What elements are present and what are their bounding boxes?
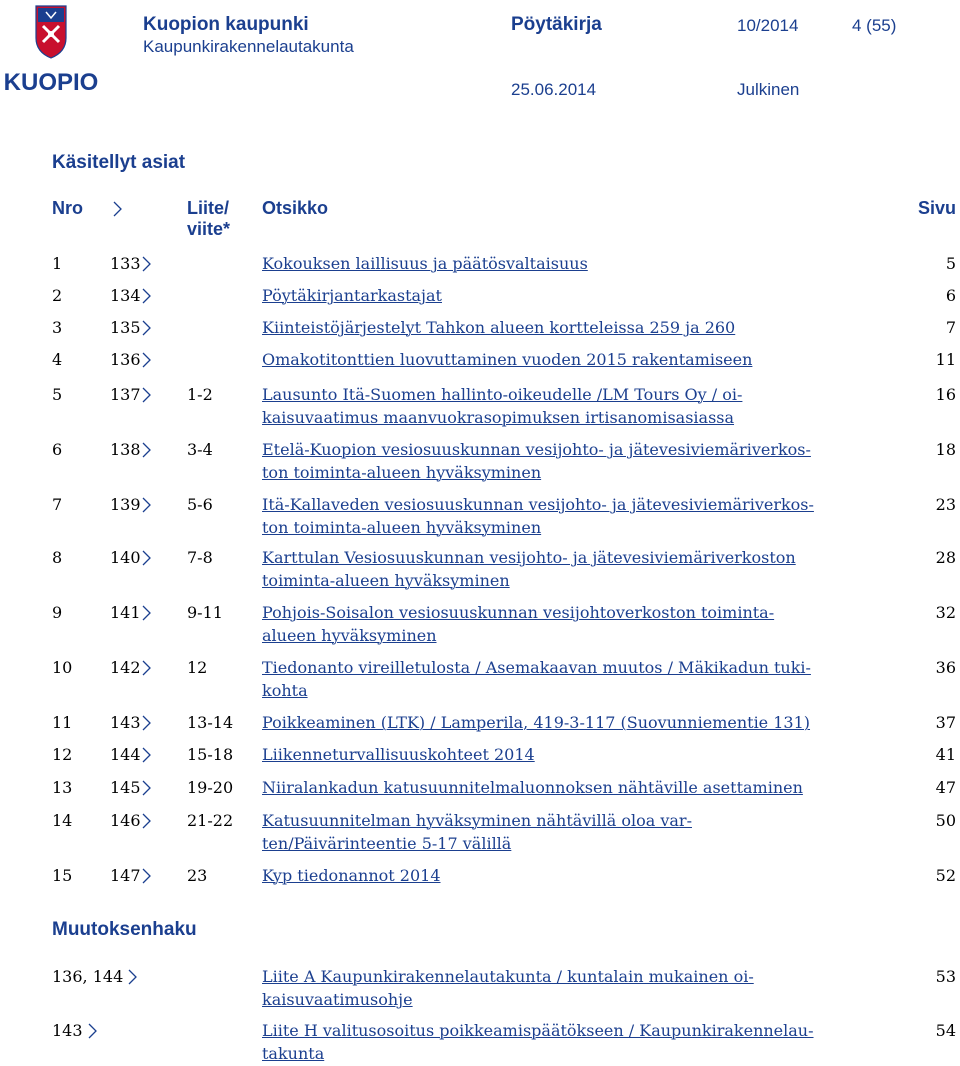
item-title-link[interactable]: kaisuvaatimus maanvuokrasopimuksen irtisanomisasiassa: [262, 408, 735, 427]
item-title-link[interactable]: Tiedonanto vireilletulosta / Asemakaavan muutos / Mäkikadun tuki-: [262, 658, 811, 677]
section-number: 138: [110, 440, 141, 459]
row-number: 143: [52, 1021, 83, 1040]
item-title: [262, 601, 862, 647]
attachment-ref: 13-14: [187, 713, 234, 732]
arrow-icon: [141, 549, 153, 567]
section-number: 142: [110, 658, 141, 677]
section-number: 133: [110, 254, 141, 273]
item-title: [262, 316, 862, 339]
svg-text:KUOPIO: KUOPIO: [4, 69, 99, 96]
arrow-icon: [141, 659, 153, 677]
row-number: 12: [52, 745, 73, 764]
section-number: 135: [110, 318, 141, 337]
row-number: 13: [52, 778, 73, 797]
row-number: 10: [52, 658, 73, 677]
row-number: 9: [52, 603, 63, 622]
arrow-icon: [87, 1022, 99, 1040]
item-title-link[interactable]: ten/Päivärinteentie 5-17 välillä: [262, 834, 512, 853]
row-number: 6: [52, 440, 63, 459]
arrow-icon: [141, 812, 153, 830]
arrow-icon: [127, 968, 139, 986]
row-number: 5: [52, 385, 63, 404]
item-title: [262, 864, 862, 887]
item-title-link[interactable]: Etelä-Kuopion vesiosuuskunnan vesijohto- ja jätevesiviemäriverkos-: [262, 440, 811, 459]
arrow-icon: [141, 714, 153, 732]
item-title-link[interactable]: Liikenneturvallisuuskohteet 2014: [262, 745, 535, 764]
item-title: [262, 546, 862, 592]
page-number: 32: [935, 603, 956, 622]
section-number: 137: [110, 385, 141, 404]
attachment-ref: 7-8: [187, 548, 213, 567]
item-title-link[interactable]: Kiinteistöjärjestelyt Tahkon alueen kortteleissa 259 ja 260: [262, 318, 736, 337]
row-number: 8: [52, 548, 63, 567]
item-title-link[interactable]: Kyp tiedonannot 2014: [262, 866, 441, 885]
arrow-icon: [141, 351, 153, 369]
doc-type: Pöytäkirja: [511, 14, 602, 35]
page-number: 53: [935, 967, 956, 986]
section-number: 145: [110, 778, 141, 797]
col-header-viite: viite*: [187, 219, 231, 239]
item-title: [262, 383, 862, 429]
row-number: 11: [52, 713, 73, 732]
section-number: 134: [110, 286, 141, 305]
section-number: 140: [110, 548, 141, 567]
arrow-icon: [141, 287, 153, 305]
page-number: 50: [935, 811, 956, 830]
item-title: [262, 965, 862, 1011]
page-number: 37: [935, 713, 956, 732]
publicity-status: Julkinen: [737, 80, 800, 99]
page-number: 41: [935, 745, 956, 764]
attachment-ref: 5-6: [187, 495, 213, 514]
item-title: [262, 1019, 862, 1065]
item-title-link[interactable]: Itä-Kallaveden vesiosuuskunnan vesijohto- ja jätevesiviemäriverkos-: [262, 495, 814, 514]
item-title: [262, 348, 862, 371]
page-number: 52: [935, 866, 956, 885]
attachment-ref: 1-2: [187, 385, 213, 404]
page-indicator: 4 (55): [852, 16, 897, 35]
item-title-link[interactable]: Katusuunnitelman hyväksyminen nähtävillä oloa var-: [262, 811, 692, 830]
item-title-link[interactable]: kaisuvaatimusohje: [262, 990, 413, 1009]
item-title: [262, 711, 862, 734]
section-number: 136: [110, 350, 141, 369]
section-number: 141: [110, 603, 141, 622]
page-number: 11: [935, 350, 956, 369]
arrow-icon: [141, 746, 153, 764]
org-name: Kuopion kaupunki: [143, 14, 309, 35]
item-title-link[interactable]: Poikkeaminen (LTK) / Lamperila, 419-3-117 (Suovunniementie 131): [262, 713, 811, 732]
board-name: Kaupunkirakennelautakunta: [143, 37, 354, 56]
row-number: 3: [52, 318, 63, 337]
attachment-ref: 23: [187, 866, 208, 885]
attachment-ref: 21-22: [187, 811, 234, 830]
col-header-liite: Liite/: [187, 198, 230, 218]
doc-number: 10/2014: [737, 16, 799, 35]
item-title: [262, 493, 862, 539]
page-number: 6: [945, 286, 956, 305]
item-title: [262, 252, 862, 275]
col-header-sivu: Sivu: [917, 198, 956, 218]
meeting-date: 25.06.2014: [511, 80, 597, 99]
item-title-link[interactable]: Pöytäkirjantarkastajat: [262, 286, 442, 305]
row-number: 7: [52, 495, 63, 514]
item-title: [262, 776, 862, 799]
item-title-link[interactable]: Pohjois-Soisalon vesiosuuskunnan vesijohtoverkoston toiminta-: [262, 603, 775, 622]
page-number: 28: [935, 548, 956, 567]
row-number: 1: [52, 254, 63, 273]
arrow-icon: [141, 779, 153, 797]
attachment-ref: 19-20: [187, 778, 234, 797]
col-header-otsikko: Otsikko: [262, 198, 329, 218]
item-title-link[interactable]: ton toiminta-alueen hyväksyminen: [262, 463, 542, 482]
item-title-link[interactable]: Kokouksen laillisuus ja päätösvaltaisuus: [262, 254, 588, 273]
item-title-link[interactable]: alueen hyväksyminen: [262, 626, 437, 645]
appeal-section-title: Muutoksenhaku: [52, 919, 197, 940]
page-number: 23: [935, 495, 956, 514]
item-title: [262, 438, 862, 484]
attachment-ref: 15-18: [187, 745, 234, 764]
item-title-link[interactable]: Liite H valitusosoitus poikkeamispäätökseen / Kaupunkirakennelau-: [262, 1021, 814, 1040]
arrow-icon: [141, 441, 153, 459]
section-title: Käsitellyt asiat: [52, 152, 186, 173]
section-number: 139: [110, 495, 141, 514]
attachment-ref: 12: [187, 658, 208, 677]
item-title-link[interactable]: takunta: [262, 1044, 325, 1063]
page-number: 5: [945, 254, 956, 273]
row-number: 4: [52, 350, 63, 369]
item-title-link[interactable]: Karttulan Vesiosuuskunnan vesijohto- ja jätevesiviemäriverkoston: [262, 548, 796, 567]
item-title: [262, 743, 862, 766]
arrow-icon: [141, 319, 153, 337]
arrow-icon: [141, 386, 153, 404]
item-title-link[interactable]: Lausunto Itä-Suomen hallinto-oikeudelle /LM Tours Oy / oi-: [262, 385, 743, 404]
page-number: 54: [935, 1021, 956, 1040]
arrow-icon: [141, 255, 153, 273]
item-title-link[interactable]: Niiralankadun katusuunnitelmaluonnoksen nähtäville asettaminen: [262, 778, 803, 797]
row-number: 2: [52, 286, 63, 305]
section-number: 146: [110, 811, 141, 830]
item-title-link[interactable]: Liite A Kaupunkirakennelautakunta / kuntalain mukainen oi-: [262, 967, 754, 986]
row-number: 14: [52, 811, 73, 830]
kuopio-logo: [4, 4, 99, 96]
page-number: 16: [935, 385, 956, 404]
attachment-ref: 9-11: [187, 603, 223, 622]
arrow-icon: [141, 867, 153, 885]
arrow-icon: [141, 496, 153, 514]
row-number: 15: [52, 866, 73, 885]
item-title-link[interactable]: ton toiminta-alueen hyväksyminen: [262, 518, 542, 537]
item-title: [262, 656, 862, 702]
item-title: [262, 809, 862, 855]
item-title-link[interactable]: Omakotitonttien luovuttaminen vuoden 2015 rakentamiseen: [262, 350, 753, 369]
row-number: 136, 144: [52, 967, 124, 986]
arrow-icon: [112, 200, 124, 218]
section-number: 144: [110, 745, 141, 764]
page-number: 47: [935, 778, 956, 797]
section-number: 147: [110, 866, 141, 885]
page-number: 7: [945, 318, 956, 337]
page-number: 18: [935, 440, 956, 459]
item-title-link[interactable]: toiminta-alueen hyväksyminen: [262, 571, 510, 590]
page-number: 36: [935, 658, 956, 677]
arrow-icon: [141, 604, 153, 622]
item-title-link[interactable]: kohta: [262, 681, 308, 700]
item-title: [262, 284, 862, 307]
attachment-ref: 3-4: [187, 440, 213, 459]
section-number: 143: [110, 713, 141, 732]
col-header-nro: Nro: [52, 198, 83, 218]
